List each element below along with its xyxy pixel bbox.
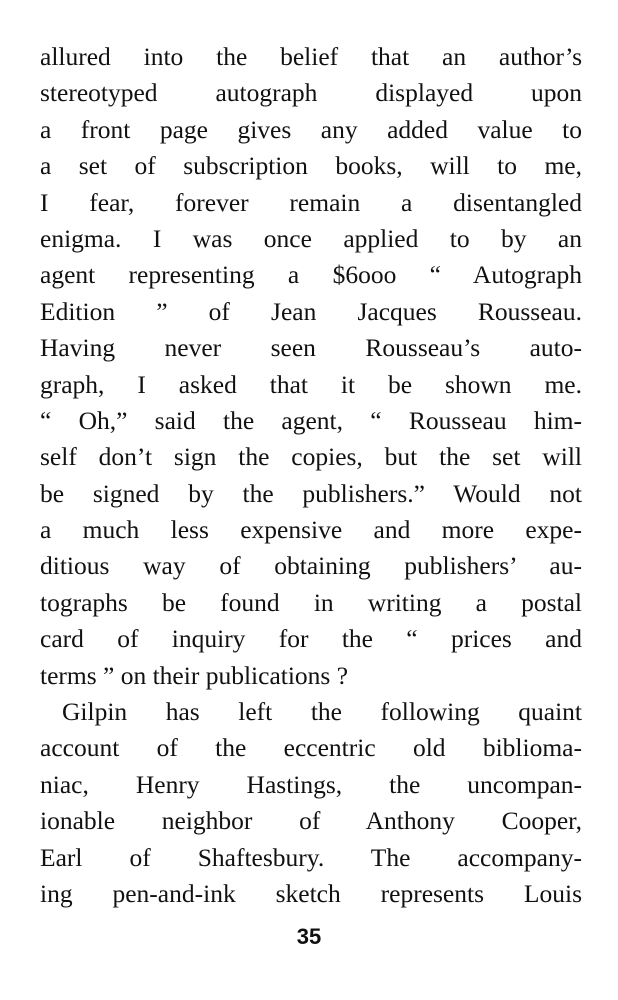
text-line: I fear, forever remain a disentangled: [40, 187, 582, 217]
paragraph-1: [40, 39, 582, 694]
text-line: ing pen-and-ink sketch represents Louis: [40, 878, 582, 908]
text-line: stereotyped autograph displayed upon: [40, 78, 582, 108]
text-line: ditious way of obtaining publishers’ au-: [40, 551, 582, 581]
text-line: a set of subscription books, will to me,: [40, 151, 582, 181]
text-line: enigma. I was once applied to by an: [40, 223, 582, 253]
text-line: tographs be found in writing a postal: [40, 587, 582, 617]
text-line: account of the eccentric old biblioma-: [40, 733, 582, 763]
text-line: a much less expensive and more expe-: [40, 515, 582, 545]
page-number: 35: [296, 924, 322, 949]
text-line: self don’t sign the copies, but the set will: [40, 442, 582, 472]
text-line: Edition ” of Jean Jacques Rousseau.: [40, 296, 582, 326]
text-line: agent representing a $6ooo “ Autograph: [40, 260, 582, 290]
text-line: a front page gives any added value to: [40, 114, 582, 144]
paragraph-2: [40, 694, 582, 912]
text-line: card of inquiry for the “ prices and: [40, 624, 582, 654]
text-line: Earl of Shaftesbury. The accompany-: [40, 842, 582, 872]
body-text: [40, 39, 582, 912]
text-line: niac, Henry Hastings, the uncompan-: [40, 769, 582, 799]
text-line: “ Oh,” said the agent, “ Rousseau him-: [40, 405, 582, 435]
text-line: Having never seen Rousseau’s auto-: [40, 333, 582, 363]
text-line: terms ” on their publications ?: [40, 660, 349, 690]
text-line: Gilpin has left the following quaint: [62, 697, 582, 727]
text-line: allured into the belief that an author’s: [40, 42, 582, 71]
text-line: be signed by the publishers.” Would not: [40, 478, 582, 508]
text-line: graph, I asked that it be shown me.: [40, 369, 582, 399]
text-line: ionable neighbor of Anthony Cooper,: [40, 806, 582, 836]
